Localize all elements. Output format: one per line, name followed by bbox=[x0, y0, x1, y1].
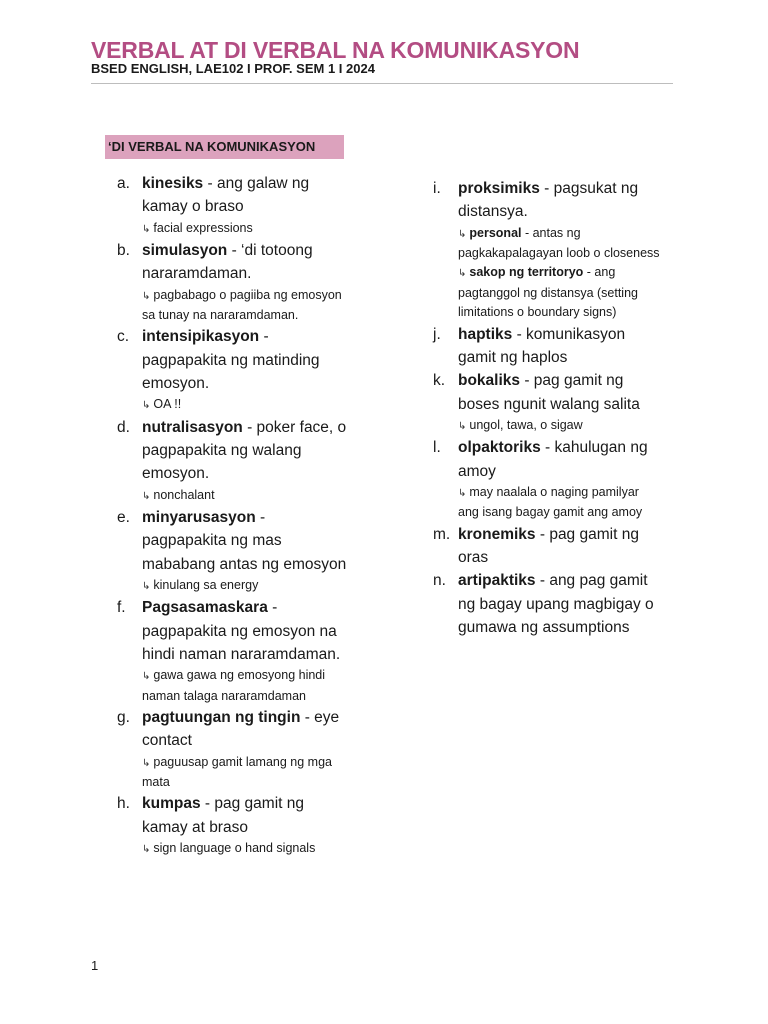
item-term: kumpas bbox=[142, 795, 201, 813]
item-text bbox=[458, 436, 663, 483]
list-item bbox=[433, 323, 663, 370]
item-term: pagtuungan ng tingin bbox=[142, 709, 301, 726]
item-description: - poker face, o pagpapakita ng walang emosyon. bbox=[142, 418, 347, 483]
item-note bbox=[142, 576, 347, 596]
note-text: facial expressions bbox=[153, 220, 253, 235]
item-note bbox=[142, 286, 347, 326]
note-text: may naalala o naging pamilyar ang isang bagay gamit ang amoy bbox=[458, 484, 643, 520]
list-item bbox=[117, 506, 347, 596]
list-item bbox=[117, 416, 347, 506]
list-marker: b. bbox=[117, 242, 130, 259]
list-marker: l. bbox=[433, 439, 441, 457]
item-text bbox=[142, 792, 347, 839]
item-note bbox=[458, 263, 663, 322]
list-marker: g. bbox=[117, 709, 130, 726]
item-text bbox=[142, 506, 347, 576]
list-marker: e. bbox=[117, 509, 130, 526]
item-text bbox=[142, 172, 347, 219]
note-text: gawa gawa ng emosyong hindi naman talaga nararamdaman bbox=[142, 668, 326, 703]
item-note bbox=[142, 395, 347, 415]
list-marker: d. bbox=[117, 418, 130, 436]
item-term: proksimiks bbox=[458, 180, 540, 197]
note-text: pagbabago o pagiiba ng emosyon sa tunay na nararamdaman. bbox=[142, 287, 342, 322]
sub-arrow-icon: ↳ bbox=[142, 671, 151, 683]
item-term: kinesiks bbox=[142, 175, 204, 192]
item-note bbox=[142, 753, 347, 793]
sub-arrow-icon: ↳ bbox=[458, 420, 467, 432]
section-heading: ‘DI VERBAL NA KOMUNIKASYON bbox=[105, 135, 344, 159]
header-divider bbox=[91, 83, 673, 84]
item-note bbox=[458, 224, 663, 264]
list-item bbox=[117, 792, 347, 859]
item-term: kronemiks bbox=[458, 525, 536, 543]
list-item bbox=[117, 596, 347, 706]
item-description: - pagpapakita ng matinding emosyon. bbox=[142, 328, 320, 392]
document-title: VERBAL AT DI VERBAL NA KOMUNIKASYON bbox=[91, 37, 580, 63]
list-marker: h. bbox=[117, 795, 130, 813]
item-note bbox=[458, 483, 663, 523]
item-term: simulasyon bbox=[142, 242, 228, 259]
item-note bbox=[142, 666, 347, 706]
item-term: minyarusasyon bbox=[142, 509, 256, 526]
note-term: sakop ng territoryo bbox=[469, 265, 584, 280]
item-description: - pag gamit ng kamay at braso bbox=[142, 795, 304, 836]
sub-arrow-icon: ↳ bbox=[458, 487, 467, 499]
note-text: kinulang sa energy bbox=[153, 577, 259, 592]
item-term: haptiks bbox=[458, 325, 513, 343]
list-marker: k. bbox=[433, 372, 446, 390]
item-description: - kahulugan ng amoy bbox=[458, 439, 648, 480]
item-text bbox=[142, 239, 347, 286]
item-description: - pag gamit ng oras bbox=[458, 525, 639, 566]
note-text: - ang pagtanggol ng distansya (setting limitations o boundary signs) bbox=[458, 265, 638, 320]
left-column bbox=[117, 172, 347, 859]
item-description: - pagpapakita ng emosyon na hindi naman nararamdaman. bbox=[142, 599, 341, 663]
item-text bbox=[142, 325, 347, 395]
item-description: - ang pag gamit ng bagay upang magbigay o gumawa ng assumptions bbox=[458, 572, 654, 636]
item-description: - pagpapakita ng mas mababang antas ng emosyon bbox=[142, 509, 347, 573]
item-text bbox=[458, 369, 663, 416]
item-text bbox=[142, 596, 347, 666]
item-description: - ‘di totoong nararamdaman. bbox=[142, 242, 313, 283]
item-note bbox=[142, 839, 347, 859]
list-item bbox=[433, 523, 663, 570]
item-term: nutralisasyon bbox=[142, 418, 243, 436]
item-text bbox=[142, 416, 347, 486]
note-text: - antas ng pagkakapalagayan loob o closeness bbox=[458, 225, 660, 260]
list-item bbox=[433, 177, 663, 323]
item-note bbox=[142, 486, 347, 506]
sub-arrow-icon: ↳ bbox=[142, 223, 151, 235]
list-item bbox=[117, 706, 347, 792]
sub-arrow-icon: ↳ bbox=[142, 490, 151, 502]
item-description: - pag gamit ng boses ngunit walang salita bbox=[458, 372, 640, 413]
item-description: - ang galaw ng kamay o braso bbox=[142, 175, 310, 216]
sub-arrow-icon: ↳ bbox=[142, 844, 151, 855]
document-subtitle: BSED ENGLISH, LAE102 I PROF. SEM 1 I 2024 bbox=[91, 61, 375, 76]
sub-arrow-icon: ↳ bbox=[458, 228, 467, 240]
note-text: ungol, tawa, o sigaw bbox=[469, 417, 583, 432]
list-item bbox=[117, 172, 347, 239]
item-text bbox=[458, 523, 663, 570]
item-note bbox=[458, 416, 663, 436]
list-marker: n. bbox=[433, 572, 446, 590]
item-term: intensipikasyon bbox=[142, 328, 260, 346]
list-marker: i. bbox=[433, 180, 441, 197]
list-marker: c. bbox=[117, 328, 130, 346]
note-text: OA !! bbox=[153, 397, 182, 412]
list-marker: f. bbox=[117, 599, 126, 617]
item-note bbox=[142, 219, 347, 239]
sub-arrow-icon: ↳ bbox=[142, 757, 151, 769]
list-item bbox=[433, 569, 663, 639]
item-text bbox=[458, 323, 663, 370]
right-column bbox=[433, 177, 663, 639]
item-description: - eye contact bbox=[142, 709, 340, 750]
note-text: nonchalant bbox=[153, 487, 215, 502]
list-item bbox=[433, 436, 663, 522]
item-term: bokaliks bbox=[458, 372, 521, 390]
list-item bbox=[117, 239, 347, 325]
page-number: 1 bbox=[91, 958, 99, 973]
note-text: paguusap gamit lamang ng mga mata bbox=[142, 754, 332, 789]
sub-arrow-icon: ↳ bbox=[458, 268, 467, 280]
list-item bbox=[433, 369, 663, 436]
list-marker: a. bbox=[117, 175, 130, 192]
item-term: Pagsasamaskara bbox=[142, 599, 268, 617]
note-term: personal bbox=[469, 225, 522, 240]
list-item bbox=[117, 325, 347, 415]
sub-arrow-icon: ↳ bbox=[142, 400, 151, 412]
item-description: - pagsukat ng distansya. bbox=[458, 180, 639, 221]
list-marker: j. bbox=[433, 325, 441, 343]
item-text bbox=[458, 177, 663, 224]
item-term: olpaktoriks bbox=[458, 439, 541, 457]
sub-arrow-icon: ↳ bbox=[142, 290, 151, 302]
item-description: - komunikasyon gamit ng haplos bbox=[458, 325, 626, 366]
list-marker: m. bbox=[433, 525, 451, 543]
sub-arrow-icon: ↳ bbox=[142, 580, 151, 592]
item-text bbox=[142, 706, 347, 753]
item-term: artipaktiks bbox=[458, 572, 536, 590]
note-text: sign language o hand signals bbox=[153, 841, 316, 855]
item-text bbox=[458, 569, 663, 639]
